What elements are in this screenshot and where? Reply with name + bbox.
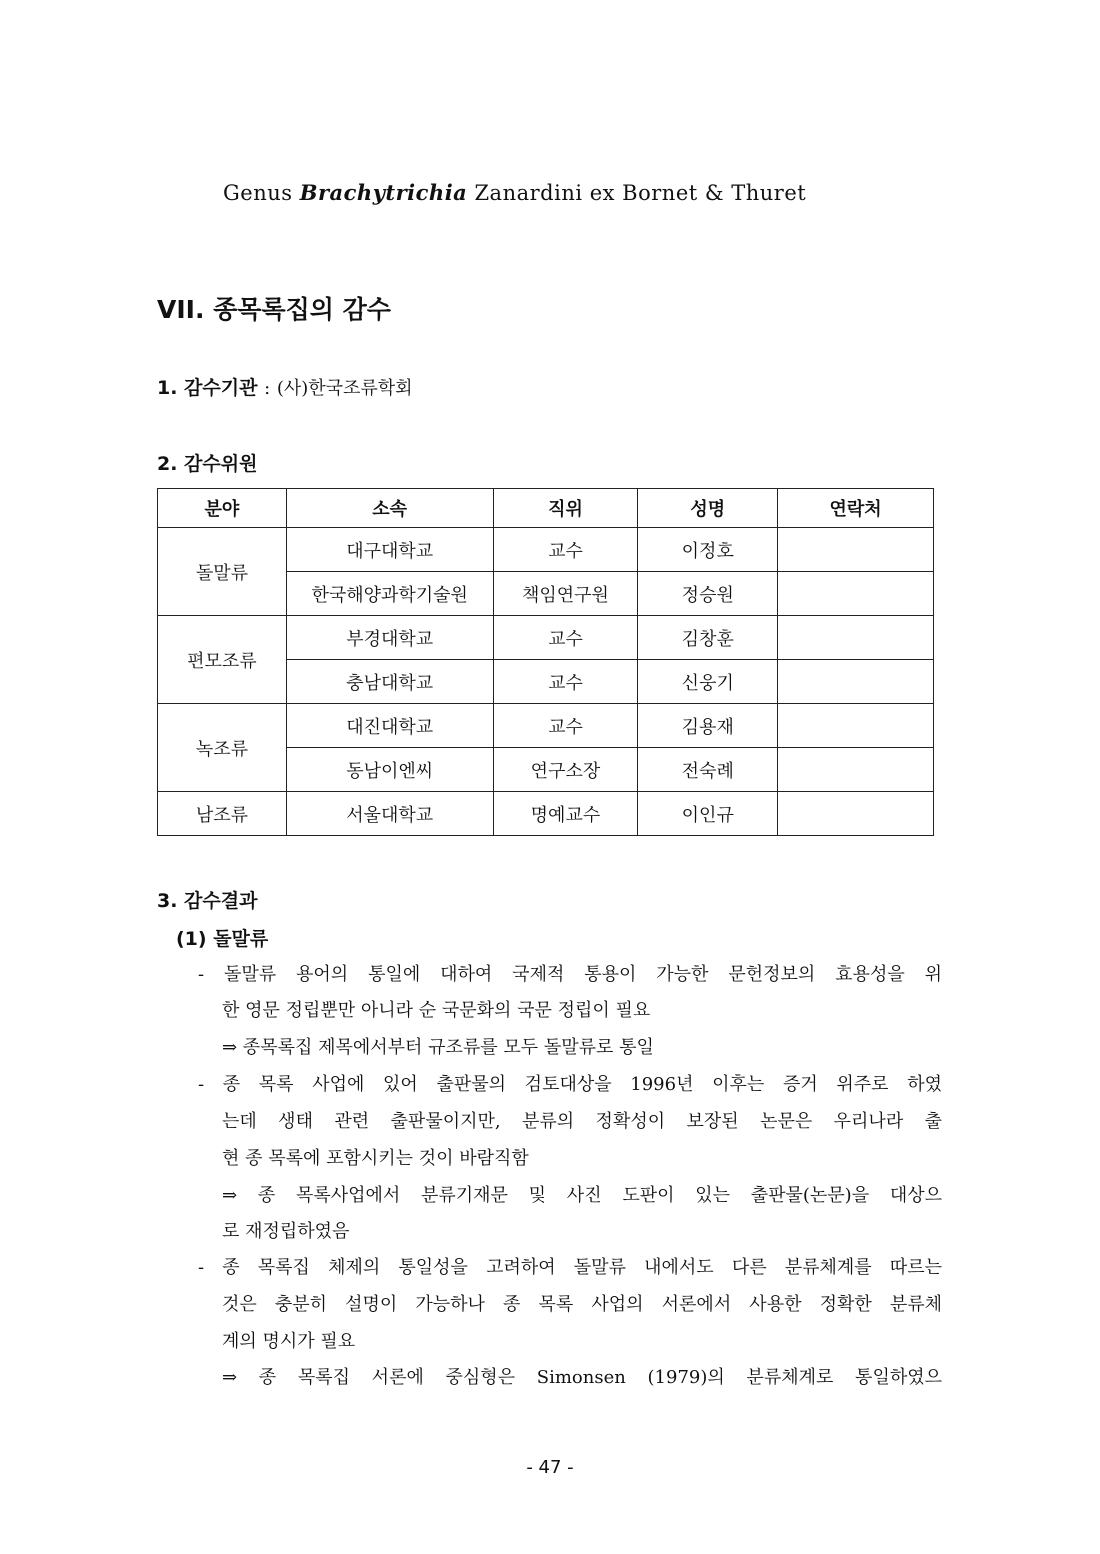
reviewers-table bbox=[157, 488, 934, 836]
position-cell: 교수 bbox=[493, 704, 638, 748]
text-line: 것은 충분히 설명이 가능하나 종 목록 사업의 서론에서 사용한 정확한 분류체 bbox=[222, 1294, 942, 1315]
contact-cell bbox=[778, 748, 934, 792]
field-cell: 남조류 bbox=[158, 792, 287, 836]
text-line: ⇒ 종 목록사업에서 분류기재문 및 사진 도판이 있는 출판물(논문)을 대상으 bbox=[222, 1185, 942, 1206]
name-cell: 전숙례 bbox=[638, 748, 778, 792]
name-cell: 이정호 bbox=[638, 528, 778, 572]
org-cell: 서울대학교 bbox=[286, 792, 493, 836]
genus-prefix: Genus bbox=[223, 181, 293, 205]
text-line: - 종 목록 사업에 있어 출판물의 검토대상을 1996년 이후는 증거 위주로 하였 bbox=[198, 1074, 942, 1095]
position-cell: 교수 bbox=[493, 528, 638, 572]
genus-line bbox=[223, 180, 806, 205]
text-line: - 돌말류 용어의 통일에 대하여 국제적 통용이 가능한 문헌정보의 효용성을 위 bbox=[198, 964, 942, 985]
text-line: 는데 생태 관련 출판물이지만, 분류의 정확성이 보장된 논문은 우리나라 출 bbox=[222, 1111, 942, 1132]
table-row bbox=[158, 792, 934, 836]
col-header-contact: 연락처 bbox=[778, 489, 934, 528]
org-cell: 대진대학교 bbox=[286, 704, 493, 748]
contact-cell bbox=[778, 616, 934, 660]
section-1-value: (사)한국조류학회 bbox=[276, 378, 413, 399]
text-line: - 종 목록집 체제의 통일성을 고려하여 돌말류 내에서도 다른 분류체계를 따르는 bbox=[198, 1257, 942, 1278]
org-cell: 한국해양과학기술원 bbox=[286, 572, 493, 616]
col-header-name: 성명 bbox=[638, 489, 778, 528]
field-cell: 돌말류 bbox=[158, 528, 287, 616]
table-row bbox=[158, 704, 934, 748]
col-header-org: 소속 bbox=[286, 489, 493, 528]
contact-cell bbox=[778, 660, 934, 704]
text-line: ⇒ 종 목록집 서론에 중심형은 Simonsen (1979)의 분류체계로 통일하였으 bbox=[222, 1367, 942, 1388]
name-cell: 이인규 bbox=[638, 792, 778, 836]
table-header-row bbox=[158, 489, 934, 528]
contact-cell bbox=[778, 792, 934, 836]
contact-cell bbox=[778, 528, 934, 572]
name-cell: 김창훈 bbox=[638, 616, 778, 660]
col-header-field: 분야 bbox=[158, 489, 287, 528]
org-cell: 충남대학교 bbox=[286, 660, 493, 704]
org-cell: 대구대학교 bbox=[286, 528, 493, 572]
table-row bbox=[158, 616, 934, 660]
subsection-1-label: (1) 돌말류 bbox=[176, 928, 269, 950]
name-cell: 신웅기 bbox=[638, 660, 778, 704]
genus-name: Brachytrichia bbox=[299, 180, 468, 205]
text-line: ⇒ 종목록집 제목에서부터 규조류를 모두 돌말류로 통일 bbox=[222, 1037, 654, 1058]
section-1-label: 1. 감수기관 bbox=[157, 377, 258, 399]
section-1-separator: : bbox=[264, 378, 271, 399]
position-cell: 명예교수 bbox=[493, 792, 638, 836]
contact-cell bbox=[778, 704, 934, 748]
position-cell: 교수 bbox=[493, 616, 638, 660]
section-2-label: 2. 감수위원 bbox=[157, 453, 258, 475]
position-cell: 교수 bbox=[493, 660, 638, 704]
section-3-label: 3. 감수결과 bbox=[157, 890, 258, 912]
col-header-position: 직위 bbox=[493, 489, 638, 528]
table-row bbox=[158, 528, 934, 572]
name-cell: 정승원 bbox=[638, 572, 778, 616]
text-line: 한 영문 정립뿐만 아니라 순 국문화의 국문 정립이 필요 bbox=[222, 1000, 651, 1021]
field-cell: 녹조류 bbox=[158, 704, 287, 792]
text-line: 계의 명시가 필요 bbox=[222, 1331, 356, 1352]
org-cell: 부경대학교 bbox=[286, 616, 493, 660]
name-cell: 김용재 bbox=[638, 704, 778, 748]
org-cell: 동남이엔씨 bbox=[286, 748, 493, 792]
chapter-title: VII. 종목록집의 감수 bbox=[157, 295, 391, 324]
text-line: 로 재정립하였음 bbox=[222, 1221, 350, 1242]
section-reviewing-institution bbox=[157, 373, 413, 400]
contact-cell bbox=[778, 572, 934, 616]
position-cell: 책임연구원 bbox=[493, 572, 638, 616]
text-line: 현 종 목록에 포함시키는 것이 바람직함 bbox=[222, 1148, 529, 1169]
position-cell: 연구소장 bbox=[493, 748, 638, 792]
page-number: - 47 - bbox=[526, 1457, 574, 1478]
field-cell: 편모조류 bbox=[158, 616, 287, 704]
genus-author: Zanardini ex Bornet & Thuret bbox=[474, 181, 807, 205]
